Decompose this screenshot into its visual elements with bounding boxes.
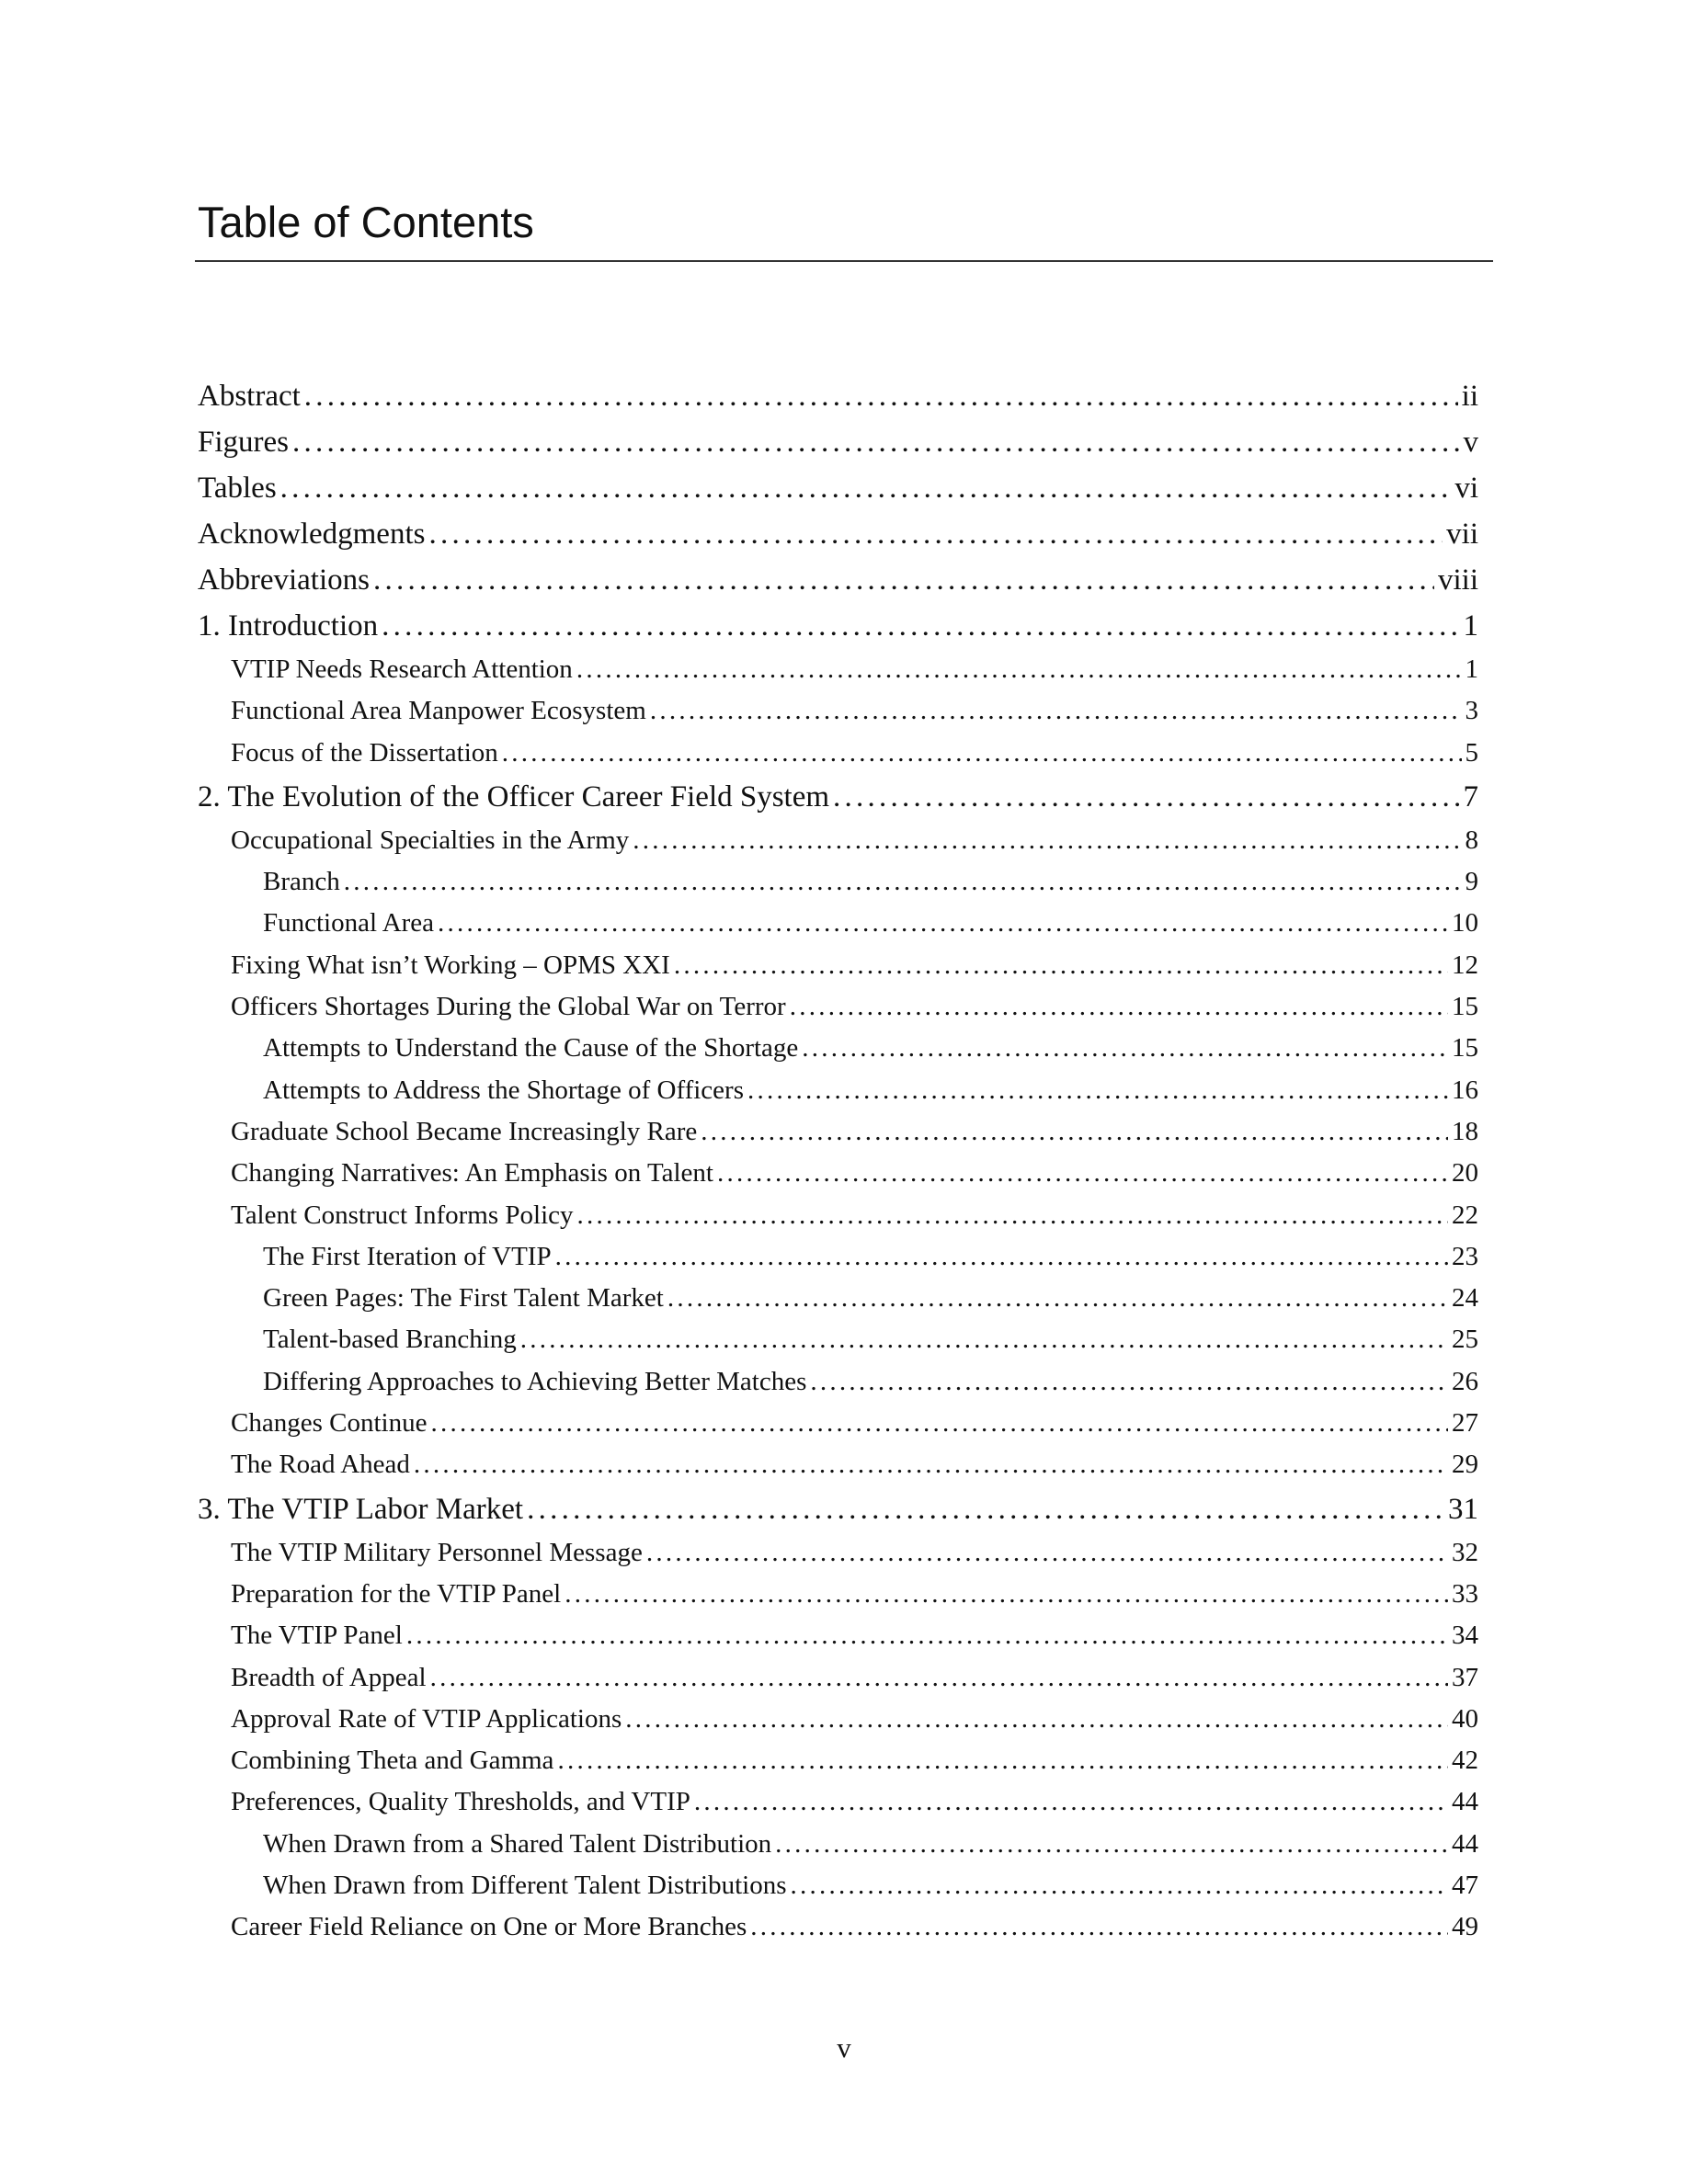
dot-leader — [344, 861, 1462, 903]
dot-leader — [577, 1195, 1449, 1236]
toc-list — [0, 373, 1688, 1949]
dot-leader — [625, 1699, 1448, 1740]
toc-entry[interactable] — [263, 1028, 1478, 1069]
toc-entry[interactable] — [231, 1615, 1478, 1656]
toc-entry-page-number: 15 — [1452, 992, 1478, 1022]
toc-entry-page-number: 42 — [1452, 1746, 1478, 1776]
dot-leader — [791, 1865, 1448, 1906]
toc-entry[interactable] — [263, 903, 1478, 944]
toc-entry-page-number: 37 — [1452, 1662, 1478, 1692]
toc-entry-page-number: 5 — [1465, 737, 1478, 768]
toc-entry-label: Changing Narratives: An Emphasis on Talent — [231, 1158, 713, 1189]
dot-leader — [430, 1403, 1448, 1444]
toc-entry[interactable] — [231, 649, 1478, 690]
toc-entry[interactable] — [231, 986, 1478, 1028]
toc-entry[interactable] — [231, 1444, 1478, 1485]
toc-entry-label: Talent-based Branching — [263, 1325, 517, 1355]
toc-entry-label: Functional Area Manpower Ecosystem — [231, 696, 646, 726]
toc-entry-page-number: 12 — [1452, 950, 1478, 980]
toc-entry-label: Green Pages: The First Talent Market — [263, 1283, 664, 1314]
toc-entry[interactable] — [263, 1070, 1478, 1111]
toc-entry-label: Changes Continue — [231, 1408, 428, 1439]
toc-entry[interactable] — [231, 1657, 1478, 1699]
toc-entry-label: 1. Introduction — [198, 609, 379, 643]
toc-entry-label: Graduate School Became Increasingly Rare — [231, 1116, 698, 1146]
footer-page-number: v — [837, 2031, 851, 2064]
toc-entry-label: VTIP Needs Research Attention — [231, 654, 573, 684]
toc-entry-page-number: 26 — [1452, 1366, 1478, 1396]
toc-entry-page-number: 32 — [1452, 1537, 1478, 1567]
toc-entry-page-number: 7 — [1463, 779, 1478, 813]
toc-entry-page-number: 22 — [1452, 1200, 1478, 1230]
toc-entry[interactable] — [198, 774, 1478, 820]
toc-entry-page-number: 29 — [1452, 1450, 1478, 1480]
dot-leader — [520, 1319, 1448, 1360]
toc-entry-label: Acknowledgments — [198, 518, 426, 551]
toc-entry[interactable] — [263, 1319, 1478, 1360]
toc-entry[interactable] — [231, 1699, 1478, 1740]
toc-entry-label: Abstract — [198, 380, 301, 413]
toc-entry[interactable] — [263, 1278, 1478, 1319]
toc-entry-page-number: vii — [1446, 518, 1478, 551]
toc-entry-page-number: ii — [1461, 380, 1478, 413]
dot-leader — [667, 1278, 1448, 1319]
toc-entry-label: When Drawn from a Shared Talent Distribution — [263, 1828, 772, 1859]
toc-entry-label: Occupational Specialties in the Army — [231, 825, 630, 855]
toc-entry-label: Attempts to Understand the Cause of the Shortage — [263, 1033, 799, 1064]
toc-entry-page-number: 47 — [1452, 1871, 1478, 1901]
dot-leader — [430, 1657, 1448, 1699]
toc-entry-page-number: viii — [1437, 563, 1478, 597]
dot-leader — [810, 1361, 1448, 1403]
toc-entry[interactable] — [198, 511, 1478, 557]
toc-entry-page-number: 34 — [1452, 1621, 1478, 1651]
toc-entry-page-number: 20 — [1452, 1158, 1478, 1189]
title-divider — [195, 260, 1493, 262]
dot-leader — [280, 465, 1452, 511]
toc-entry-page-number: 40 — [1452, 1703, 1478, 1734]
toc-entry[interactable] — [198, 557, 1478, 603]
toc-entry[interactable] — [231, 1403, 1478, 1444]
toc-entry-label: 3. The VTIP Labor Market — [198, 1492, 524, 1526]
dot-leader — [674, 945, 1448, 986]
toc-entry[interactable] — [231, 1153, 1478, 1194]
toc-entry-label: 2. The Evolution of the Officer Career Field System — [198, 779, 830, 813]
dot-leader — [701, 1111, 1448, 1153]
toc-entry-page-number: 44 — [1452, 1828, 1478, 1859]
toc-entry-label: Preferences, Quality Thresholds, and VTIP — [231, 1787, 690, 1817]
toc-entry-label: Officers Shortages During the Global War on Terror — [231, 992, 786, 1022]
toc-entry-label: The VTIP Military Personnel Message — [231, 1537, 643, 1567]
toc-entry-label: Fixing What isn’t Working – OPMS XXI — [231, 950, 670, 980]
toc-entry-page-number: 1 — [1463, 609, 1478, 643]
toc-entry-label: Career Field Reliance on One or More Branches — [231, 1912, 747, 1942]
dot-leader — [646, 1532, 1448, 1574]
toc-entry[interactable] — [263, 1865, 1478, 1906]
dot-leader — [576, 649, 1462, 690]
toc-entry[interactable] — [231, 1574, 1478, 1615]
toc-entry-label: The First Iteration of VTIP — [263, 1241, 552, 1271]
toc-entry-label: The VTIP Panel — [231, 1621, 403, 1651]
dot-leader — [438, 903, 1448, 944]
toc-entry-page-number: 10 — [1452, 908, 1478, 938]
toc-entry[interactable] — [231, 945, 1478, 986]
toc-entry[interactable] — [231, 1111, 1478, 1153]
page-title: Table of Contents — [198, 198, 534, 246]
toc-entry-page-number: 3 — [1465, 696, 1478, 726]
toc-entry-page-number: 31 — [1448, 1492, 1478, 1526]
dot-leader — [502, 733, 1462, 774]
toc-entry-label: Differing Approaches to Achieving Better Matches — [263, 1366, 807, 1396]
dot-leader — [633, 820, 1461, 861]
toc-entry-page-number: 23 — [1452, 1241, 1478, 1271]
toc-entry-label: Abbreviations — [198, 563, 370, 597]
toc-entry-page-number: vi — [1454, 472, 1478, 505]
dot-leader — [428, 511, 1443, 557]
toc-entry[interactable] — [231, 1532, 1478, 1574]
toc-entry-label: When Drawn from Different Talent Distributions — [263, 1871, 787, 1901]
toc-entry[interactable] — [231, 820, 1478, 861]
toc-entry-page-number: 15 — [1452, 1033, 1478, 1064]
toc-entry-page-number: 9 — [1465, 867, 1478, 897]
toc-entry-page-number: 49 — [1452, 1912, 1478, 1942]
dot-leader — [694, 1781, 1448, 1823]
toc-entry[interactable] — [198, 603, 1478, 649]
toc-entry-page-number: 27 — [1452, 1408, 1478, 1439]
toc-entry-page-number: 33 — [1452, 1578, 1478, 1609]
toc-entry[interactable] — [263, 1824, 1478, 1865]
toc-entry[interactable] — [231, 1740, 1478, 1781]
toc-entry-page-number: 25 — [1452, 1325, 1478, 1355]
toc-entry[interactable] — [198, 465, 1478, 511]
toc-entry-label: Functional Area — [263, 908, 435, 938]
toc-entry[interactable] — [231, 1906, 1478, 1948]
toc-entry[interactable] — [231, 733, 1478, 774]
toc-entry[interactable] — [263, 1361, 1478, 1403]
toc-entry[interactable] — [263, 1236, 1478, 1278]
dot-leader — [527, 1486, 1444, 1532]
dot-leader — [382, 603, 1459, 649]
toc-entry[interactable] — [231, 1781, 1478, 1823]
toc-entry[interactable] — [198, 1486, 1478, 1532]
toc-entry-label: Combining Theta and Gamma — [231, 1746, 554, 1776]
toc-entry-label: Figures — [198, 426, 289, 459]
dot-leader — [414, 1444, 1448, 1485]
dot-leader — [802, 1028, 1448, 1069]
dot-leader — [373, 557, 1434, 603]
toc-entry-label: Talent Construct Informs Policy — [231, 1200, 574, 1230]
toc-entry-label: Focus of the Dissertation — [231, 737, 498, 768]
toc-entry-page-number: 44 — [1452, 1787, 1478, 1817]
toc-entry-label: Branch — [263, 867, 340, 897]
toc-entry[interactable] — [263, 861, 1478, 903]
toc-entry[interactable] — [231, 1195, 1478, 1236]
toc-entry-page-number: 8 — [1465, 825, 1478, 855]
dot-leader — [304, 373, 1458, 419]
dot-leader — [833, 774, 1459, 820]
toc-entry[interactable] — [198, 419, 1478, 465]
toc-entry-page-number: 16 — [1452, 1075, 1478, 1105]
toc-entry[interactable] — [231, 690, 1478, 732]
toc-entry-label: Breadth of Appeal — [231, 1662, 427, 1692]
dot-leader — [747, 1070, 1448, 1111]
toc-entry-page-number: 18 — [1452, 1116, 1478, 1146]
toc-entry-page-number: 24 — [1452, 1283, 1478, 1314]
dot-leader — [406, 1615, 1448, 1656]
toc-entry-label: Preparation for the VTIP Panel — [231, 1578, 562, 1609]
dot-leader — [650, 690, 1462, 732]
toc-entry-page-number: 1 — [1465, 654, 1478, 684]
toc-entry-label: The Road Ahead — [231, 1450, 410, 1480]
dot-leader — [292, 419, 1460, 465]
dot-leader — [790, 986, 1448, 1028]
dot-leader — [750, 1906, 1448, 1948]
toc-entry[interactable] — [198, 373, 1478, 419]
dot-leader — [717, 1153, 1448, 1194]
dot-leader — [565, 1574, 1448, 1615]
toc-entry-page-number: v — [1463, 426, 1478, 459]
toc-entry-label: Approval Rate of VTIP Applications — [231, 1703, 622, 1734]
toc-entry-label: Attempts to Address the Shortage of Officers — [263, 1075, 744, 1105]
dot-leader — [557, 1740, 1448, 1781]
dot-leader — [775, 1824, 1448, 1865]
toc-entry-label: Tables — [198, 472, 277, 505]
dot-leader — [555, 1236, 1448, 1278]
